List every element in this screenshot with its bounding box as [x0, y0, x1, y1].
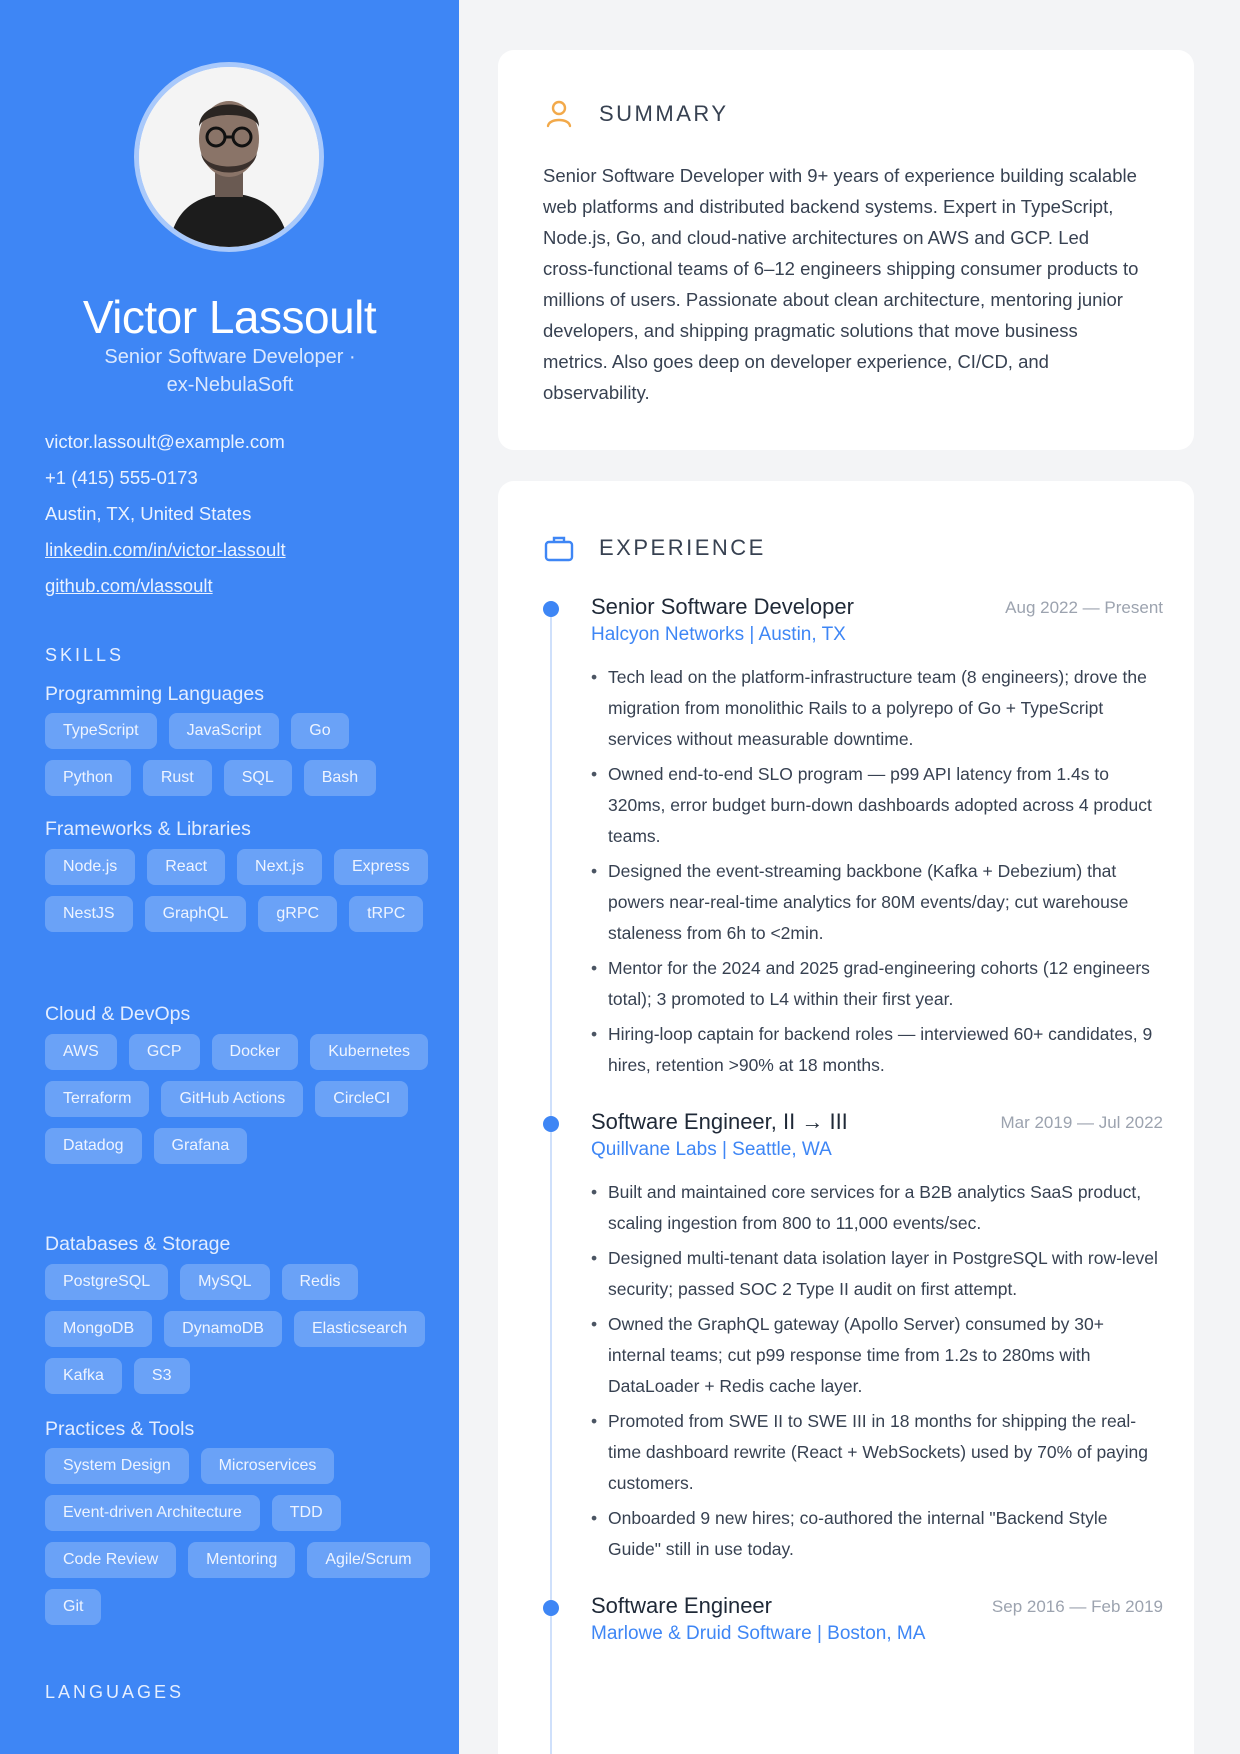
headline-line-2: ex-NebulaSoft	[166, 374, 294, 396]
skill-chip: Rust	[143, 760, 212, 796]
job-bullet: • Designed the event-streaming backbone (Kafka + Debezium) that powers near-real-time analytics for 80M events/day; cut warehouse staleness from 6h to <2min.	[591, 856, 1159, 949]
skill-chip: Kafka	[45, 1358, 122, 1394]
sidebar	[0, 0, 459, 1754]
skill-chip-list	[45, 1034, 435, 1164]
summary-header	[543, 98, 729, 130]
job-bullet: • Hiring-loop captain for backend roles — interviewed 60+ candidates, 9 hires, retention >90% at 18 months.	[591, 1019, 1159, 1081]
timeline-dot	[543, 1116, 559, 1132]
languages-heading: LANGUAGES	[45, 1682, 185, 1702]
skill-chip: SQL	[224, 760, 292, 796]
skill-chip: Terraform	[45, 1081, 149, 1117]
skill-group-title: Programming Languages	[45, 683, 264, 705]
summary-text: Senior Software Developer with 9+ years of experience building scalable web platforms and distributed backend systems. Expert in TypeScript, Node.js, Go, and cloud-native architectures on AWS and GCP. Led cross-functional teams of 6–12 engineers shipping consumer products to millions of users. Passionate about clean architecture, mentoring junior developers, and shipping pragmatic solutions that move business metrics. Also goes deep on developer experience, CI/CD, and observability.	[543, 165, 1139, 403]
skill-group-title: Cloud & DevOps	[45, 1003, 191, 1025]
skill-chip: Go	[291, 713, 348, 749]
skill-chip: gRPC	[258, 896, 337, 932]
skill-chip: React	[147, 849, 225, 885]
job-company: Marlowe & Druid Software | Boston, MA	[591, 1623, 926, 1644]
experience-header	[543, 532, 766, 564]
skill-chip: Next.js	[237, 849, 322, 885]
skill-chip: Datadog	[45, 1128, 142, 1164]
timeline-dot	[543, 601, 559, 617]
skill-chip: Code Review	[45, 1542, 176, 1578]
timeline-line	[550, 607, 552, 1754]
skill-chip: Microservices	[201, 1448, 335, 1484]
skill-chip-list	[45, 1264, 435, 1394]
skill-chip: Elasticsearch	[294, 1311, 425, 1347]
candidate-headline	[60, 343, 400, 399]
experience-card	[498, 481, 1194, 1754]
skill-chip: TDD	[272, 1495, 341, 1531]
job-bullet: • Tech lead on the platform-infrastructure team (8 engineers); drove the migration from monolithic Rails to a polyrepo of Go + TypeScript services without measurable downtime.	[591, 662, 1159, 755]
skill-chip: MongoDB	[45, 1311, 152, 1347]
skill-chip: Kubernetes	[310, 1034, 428, 1070]
skill-chip: Bash	[304, 760, 376, 796]
contact-phone: +1 (415) 555-0173	[45, 467, 198, 488]
job-bullet: • Designed multi-tenant data isolation layer in PostgreSQL with row-level security; passed SOC 2 Type II audit on first attempt.	[591, 1243, 1159, 1305]
job-bullet: • Mentor for the 2024 and 2025 grad-engineering cohorts (12 engineers total); 3 promoted to L4 within their first year.	[591, 953, 1159, 1015]
skill-chip: CircleCI	[315, 1081, 408, 1117]
skill-chip: Express	[334, 849, 428, 885]
skill-chip: System Design	[45, 1448, 189, 1484]
skill-chip: MySQL	[180, 1264, 269, 1300]
skill-chip-list	[45, 1448, 435, 1625]
skill-chip: S3	[134, 1358, 190, 1394]
skill-chip: AWS	[45, 1034, 117, 1070]
skill-chip: Python	[45, 760, 131, 796]
job-bullet: • Promoted from SWE II to SWE III in 18 months for shipping the real-time dashboard rewrite (React + WebSockets) used by 70% of paying customers.	[591, 1406, 1159, 1499]
contact-location: Austin, TX, United States	[45, 503, 252, 524]
skill-chip: Git	[45, 1589, 101, 1625]
contact-list	[45, 428, 425, 608]
job-dates: Mar 2019 — Jul 2022	[1000, 1113, 1163, 1132]
summary-card	[498, 50, 1194, 450]
skill-chip: DynamoDB	[164, 1311, 282, 1347]
job-bullet: • Owned end-to-end SLO program — p99 API latency from 1.4s to 320ms, error budget burn-down dashboards adopted across 4 product teams.	[591, 759, 1159, 852]
skill-chip: Event-driven Architecture	[45, 1495, 260, 1531]
skill-chip: Agile/Scrum	[307, 1542, 429, 1578]
job-bullet: • Owned the GraphQL gateway (Apollo Server) consumed by 30+ internal teams; cut p99 response time from 1.2s to 280ms with DataLoader + Redis cache layer.	[591, 1309, 1159, 1402]
job-company: Halcyon Networks | Austin, TX	[591, 624, 846, 645]
job-bullets	[591, 662, 1159, 1085]
linkedin-link[interactable]: linkedin.com/in/victor-lassoult	[45, 539, 286, 560]
skill-chip: GCP	[129, 1034, 200, 1070]
user-icon	[543, 98, 575, 130]
skill-chip-list	[45, 713, 435, 796]
skill-chip: Mentoring	[188, 1542, 295, 1578]
job-title: Software Engineer	[591, 1593, 772, 1618]
summary-title: SUMMARY	[599, 101, 729, 126]
github-link[interactable]: github.com/vlassoult	[45, 575, 213, 596]
skill-chip: tRPC	[349, 896, 423, 932]
experience-title: EXPERIENCE	[599, 535, 766, 560]
skill-group-title: Practices & Tools	[45, 1418, 195, 1440]
job-title: Senior Software Developer	[591, 594, 854, 619]
skill-chip: Redis	[282, 1264, 359, 1300]
candidate-name: Victor Lassoult	[82, 291, 377, 343]
skill-chip: GraphQL	[145, 896, 247, 932]
profile-photo	[139, 67, 319, 247]
job-company: Quillvane Labs | Seattle, WA	[591, 1139, 832, 1160]
job-bullet: • Onboarded 9 new hires; co-authored the internal "Backend Style Guide" still in use today.	[591, 1503, 1159, 1565]
skill-chip: Docker	[212, 1034, 299, 1070]
headline-line-1: Senior Software Developer ·	[104, 346, 356, 368]
skill-chip: TypeScript	[45, 713, 157, 749]
job-dates: Aug 2022 — Present	[1005, 598, 1163, 617]
skills-heading: SKILLS	[45, 645, 125, 665]
contact-email[interactable]: victor.lassoult@example.com	[45, 431, 285, 452]
skill-chip-list	[45, 849, 435, 932]
skill-chip: Node.js	[45, 849, 135, 885]
avatar	[134, 62, 324, 252]
skill-chip: PostgreSQL	[45, 1264, 168, 1300]
skill-chip: Grafana	[154, 1128, 248, 1164]
timeline-dot	[543, 1600, 559, 1616]
skill-group-title: Frameworks & Libraries	[45, 818, 251, 840]
skill-chip: GitHub Actions	[161, 1081, 303, 1117]
briefcase-icon	[543, 532, 575, 564]
job-bullets	[591, 1177, 1159, 1569]
job-bullet: • Built and maintained core services for a B2B analytics SaaS product, scaling ingestion from 800 to 11,000 events/sec.	[591, 1177, 1159, 1239]
skill-chip: NestJS	[45, 896, 133, 932]
job-dates: Sep 2016 — Feb 2019	[991, 1597, 1163, 1616]
skill-group-title: Databases & Storage	[45, 1233, 231, 1255]
job-title: Software Engineer, II → III	[591, 1109, 848, 1134]
skill-chip: JavaScript	[169, 713, 280, 749]
